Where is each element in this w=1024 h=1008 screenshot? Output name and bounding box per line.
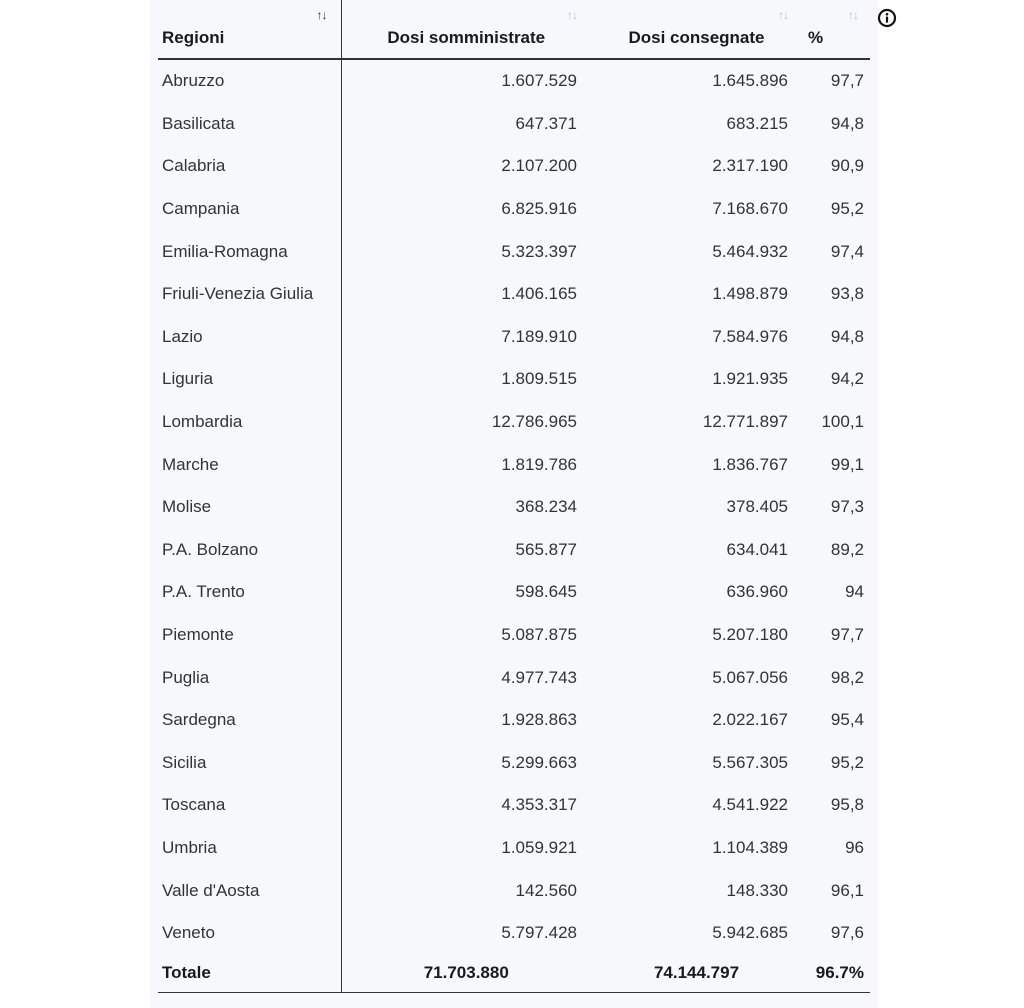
cell-administered: 142.560 bbox=[515, 880, 577, 900]
cell-administered: 598.645 bbox=[515, 582, 577, 602]
cell-region: Basilicata bbox=[158, 103, 341, 146]
cell-region: Lazio bbox=[158, 316, 341, 359]
cell-region: Puglia bbox=[158, 656, 341, 699]
table-row bbox=[158, 358, 870, 401]
table-row bbox=[158, 827, 870, 870]
cell-delivered: 5.567.305 bbox=[712, 752, 788, 772]
cell-administered: 4.353.317 bbox=[501, 795, 577, 815]
totals-label: Totale bbox=[158, 954, 341, 993]
cell-region: Campania bbox=[158, 188, 341, 231]
table-row bbox=[158, 699, 870, 742]
cell-region: P.A. Bolzano bbox=[158, 529, 341, 572]
cell-delivered: 1.836.767 bbox=[712, 454, 788, 474]
cell-region: Molise bbox=[158, 486, 341, 529]
cell-region: Marche bbox=[158, 443, 341, 486]
cell-delivered: 378.405 bbox=[726, 497, 788, 517]
cell-percent: 94,8 bbox=[830, 326, 864, 346]
column-header-percent[interactable] bbox=[802, 0, 870, 59]
table-row bbox=[158, 912, 870, 955]
sort-arrows-icon[interactable]: ↑↓ bbox=[778, 8, 788, 22]
cell-percent: 97,6 bbox=[830, 923, 864, 943]
cell-percent: 95,8 bbox=[830, 795, 864, 815]
column-header-label: % bbox=[808, 28, 824, 47]
cell-delivered: 636.960 bbox=[726, 582, 788, 602]
table-row bbox=[158, 188, 870, 231]
vaccine-doses-table bbox=[158, 0, 870, 993]
cell-delivered: 5.067.056 bbox=[712, 667, 788, 687]
cell-percent: 100,1 bbox=[821, 412, 864, 432]
cell-region: Umbria bbox=[158, 827, 341, 870]
cell-percent: 97,3 bbox=[830, 497, 864, 517]
cell-administered: 1.819.786 bbox=[501, 454, 577, 474]
cell-percent: 97,4 bbox=[830, 241, 864, 261]
table-row bbox=[158, 59, 870, 103]
cell-delivered: 12.771.897 bbox=[702, 412, 788, 432]
table-row bbox=[158, 316, 870, 359]
cell-administered: 647.371 bbox=[515, 113, 577, 133]
cell-region: Piemonte bbox=[158, 614, 341, 657]
cell-administered: 368.234 bbox=[515, 497, 577, 517]
cell-delivered: 683.215 bbox=[726, 113, 788, 133]
cell-delivered: 1.921.935 bbox=[712, 369, 788, 389]
totals-percent: 96.7% bbox=[802, 954, 870, 993]
cell-percent: 97,7 bbox=[830, 625, 864, 645]
cell-percent: 89,2 bbox=[830, 539, 864, 559]
cell-administered: 12.786.965 bbox=[491, 412, 577, 432]
cell-region: Liguria bbox=[158, 358, 341, 401]
totals-row bbox=[158, 954, 870, 993]
cell-administered: 1.809.515 bbox=[501, 369, 577, 389]
cell-delivered: 2.317.190 bbox=[712, 156, 788, 176]
cell-administered: 565.877 bbox=[515, 539, 577, 559]
cell-delivered: 1.104.389 bbox=[712, 837, 788, 857]
table-row bbox=[158, 401, 870, 444]
cell-administered: 5.087.875 bbox=[501, 625, 577, 645]
cell-percent: 94,2 bbox=[830, 369, 864, 389]
table-body bbox=[158, 59, 870, 954]
cell-region: Friuli-Venezia Giulia bbox=[158, 273, 341, 316]
column-header-label: Dosi somministrate bbox=[387, 28, 546, 47]
totals-administered: 71.703.880 bbox=[341, 954, 591, 993]
vaccine-doses-table-container bbox=[158, 0, 870, 993]
cell-delivered: 5.207.180 bbox=[712, 625, 788, 645]
cell-percent: 98,2 bbox=[830, 667, 864, 687]
cell-percent: 93,8 bbox=[830, 284, 864, 304]
cell-region: Calabria bbox=[158, 145, 341, 188]
cell-percent: 99,1 bbox=[830, 454, 864, 474]
cell-delivered: 4.541.922 bbox=[712, 795, 788, 815]
cell-percent: 95,2 bbox=[830, 199, 864, 219]
info-icon[interactable] bbox=[877, 8, 897, 28]
totals-delivered: 74.144.797 bbox=[591, 954, 802, 993]
sort-arrows-icon[interactable]: ↑↓ bbox=[848, 8, 858, 22]
cell-region: Toscana bbox=[158, 784, 341, 827]
cell-percent: 95,4 bbox=[830, 710, 864, 730]
table-row bbox=[158, 230, 870, 273]
cell-delivered: 148.330 bbox=[726, 880, 788, 900]
cell-percent: 94 bbox=[845, 582, 864, 602]
cell-administered: 5.797.428 bbox=[501, 923, 577, 943]
cell-administered: 5.299.663 bbox=[501, 752, 577, 772]
cell-region: Sardegna bbox=[158, 699, 341, 742]
cell-delivered: 5.464.932 bbox=[712, 241, 788, 261]
cell-region: Valle d'Aosta bbox=[158, 869, 341, 912]
cell-region: Veneto bbox=[158, 912, 341, 955]
cell-delivered: 5.942.685 bbox=[712, 923, 788, 943]
cell-delivered: 1.498.879 bbox=[712, 284, 788, 304]
cell-percent: 96,1 bbox=[830, 880, 864, 900]
cell-region: Lombardia bbox=[158, 401, 341, 444]
table-row bbox=[158, 273, 870, 316]
table-row bbox=[158, 869, 870, 912]
cell-administered: 5.323.397 bbox=[501, 241, 577, 261]
table-row bbox=[158, 784, 870, 827]
table-row bbox=[158, 614, 870, 657]
cell-delivered: 1.645.896 bbox=[712, 71, 788, 91]
cell-region: P.A. Trento bbox=[158, 571, 341, 614]
cell-percent: 97,7 bbox=[830, 71, 864, 91]
table-row bbox=[158, 145, 870, 188]
cell-region: Sicilia bbox=[158, 742, 341, 785]
cell-delivered: 7.584.976 bbox=[712, 326, 788, 346]
table-row bbox=[158, 103, 870, 146]
cell-administered: 1.059.921 bbox=[501, 837, 577, 857]
cell-delivered: 2.022.167 bbox=[712, 710, 788, 730]
cell-administered: 1.607.529 bbox=[501, 71, 577, 91]
cell-administered: 2.107.200 bbox=[501, 156, 577, 176]
cell-administered: 1.406.165 bbox=[501, 284, 577, 304]
table-header-row bbox=[158, 0, 870, 59]
table-row bbox=[158, 571, 870, 614]
column-header-label: Dosi consegnate bbox=[628, 28, 765, 47]
cell-percent: 96 bbox=[845, 837, 864, 857]
cell-percent: 95,2 bbox=[830, 752, 864, 772]
table-row bbox=[158, 486, 870, 529]
column-header-delivered[interactable] bbox=[591, 0, 802, 59]
table-row bbox=[158, 443, 870, 486]
cell-administered: 6.825.916 bbox=[501, 199, 577, 219]
column-header-label: Regioni bbox=[162, 28, 225, 47]
sort-arrows-icon[interactable]: ↑↓ bbox=[316, 8, 327, 22]
cell-region: Emilia-Romagna bbox=[158, 230, 341, 273]
cell-percent: 94,8 bbox=[830, 113, 864, 133]
table-row bbox=[158, 656, 870, 699]
column-header-regions[interactable] bbox=[158, 0, 341, 59]
column-header-administered[interactable] bbox=[341, 0, 591, 59]
cell-delivered: 634.041 bbox=[726, 539, 788, 559]
cell-percent: 90,9 bbox=[830, 156, 864, 176]
sort-arrows-icon[interactable]: ↑↓ bbox=[567, 8, 577, 22]
cell-delivered: 7.168.670 bbox=[712, 199, 788, 219]
table-row bbox=[158, 742, 870, 785]
cell-region: Abruzzo bbox=[158, 59, 341, 103]
cell-administered: 4.977.743 bbox=[501, 667, 577, 687]
cell-administered: 1.928.863 bbox=[501, 710, 577, 730]
table-row bbox=[158, 529, 870, 572]
cell-administered: 7.189.910 bbox=[501, 326, 577, 346]
